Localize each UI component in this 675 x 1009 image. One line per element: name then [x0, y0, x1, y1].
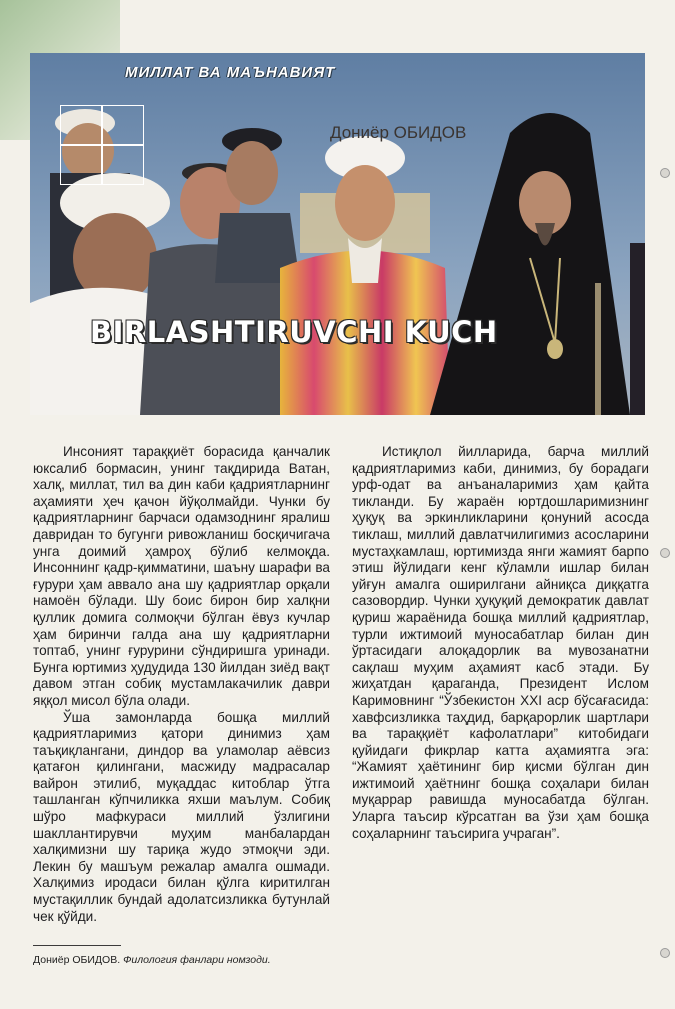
- grid-decoration: [60, 105, 144, 185]
- binder-hole-marker: [660, 168, 670, 178]
- footnote: [33, 954, 271, 966]
- article-headline: BIRLASHTIRUVCHI KUCH: [90, 315, 498, 349]
- footnote-detail: Филология фанлари номзоди.: [123, 954, 271, 966]
- article-body: [33, 444, 649, 936]
- header-photo: [30, 53, 645, 415]
- section-label: МИЛЛАТ ВА МАЪНАВИЯТ: [125, 64, 336, 81]
- article-paragraph-2: Ўша замонларда бошқа миллий қадриятларимиз қатори динимиз ҳам таъқиқлангани, диндор ва уламолар аёвсиз қатағон қилингани, масжиду мадрасалар вайрон этилиб, муқаддас китоблар ўтга ташланган кўпчиликка яхши маълум. Собиқ шўро мафкураси миллий ўзлигини шакллантирувчи муҳим манбалардан халқимизни шу тариқа жудо этмоқчи эди. Лекин бу машъум режалар амалга ошмади. Халқимиз иродаси билан қўлга киритилган мустақиллик бундай адолатсизликка бутунлай чек қўйди.: [33, 709, 330, 924]
- binder-hole-marker: [660, 948, 670, 958]
- article-paragraph-1: Инсоният тараққиёт борасида қанчалик юксалиб бормасин, унинг тақдирида Ватан, халқ, миллат, тил ва дин каби қадриятларнинг аҳамияти ҳеч қачон йўқолмайди. Чунки бу қадриятларнинг барчаси одамзоднинг яралиш давридан то бугунги ривожланиш босқичигача унга доимий ҳамроҳ бўлиб келмоқда. Инсоннинг қадр-қимматини, шаъну шарафи ва ғурури ҳам аввало ана шу қадриятлар орқали намоён бўлади. Шу боис бирон бир халқни қуллик домига солмоқчи бўлган ёвуз кучлар ҳам биринчи галда ана шу қадриятларни топтаб, унинг ғурурини сўндиришга уринади. Бунга юртимиз ҳудудида 130 йилдан зиёд вақт давом этган собиқ мустамлакачилик даври яққол мисол бўла олади.: [33, 444, 330, 708]
- footnote-author: Дониёр ОБИДОВ.: [33, 954, 121, 966]
- article-paragraph-3: Истиқлол йилларида, барча миллий қадриятларимиз каби, динимиз, бу борадаги урф-одат ва анъаналаримиз ҳам қайта тикланди. Бу жараён юртдошларимизнинг ҳуқуқ ва эркинликларини қонуний асосда тиклаш, миллий давлатчилигимиз асосларини мустаҳкамлаш, юртимизда янги жамият барпо этиш йўлидаги кенг кўламли ишлар билан уйғун амалга оширилгани айниқса диққатга сазовордир. Чунки ҳуқуқий демократик давлат қуриш жараёнида бошқа миллий қадриятлар, турли ижтимоий муносабатлар билан дин ўртасидаги алоқадорлик ва мувозанатни сақлаш муҳим аҳамият касб этади. Бу жиҳатдан қараганда, Президент Ислом Каримовнинг “Ўзбекистон XXI аср бўсағасида: хавфсизликка таҳдид, барқарорлик шартлари ва тараққиёт кафолатлари” китобидаги қуйидаги фикрлар катта аҳамиятга эга: “Жамият ҳаётининг бир қисми бўлган дин ижтимоий ҳаётнинг бошқа соҳалари билан муқаррар равишда муносабатда бўлган. Уларга таъсир кўрсатган ва ўзи ҳам бошқа соҳаларнинг таъсирига учраган”.: [352, 444, 649, 841]
- author-name-overlay: Дониёр ОБИДОВ: [330, 123, 467, 142]
- footnote-divider: [33, 945, 121, 946]
- binder-hole-marker: [660, 548, 670, 558]
